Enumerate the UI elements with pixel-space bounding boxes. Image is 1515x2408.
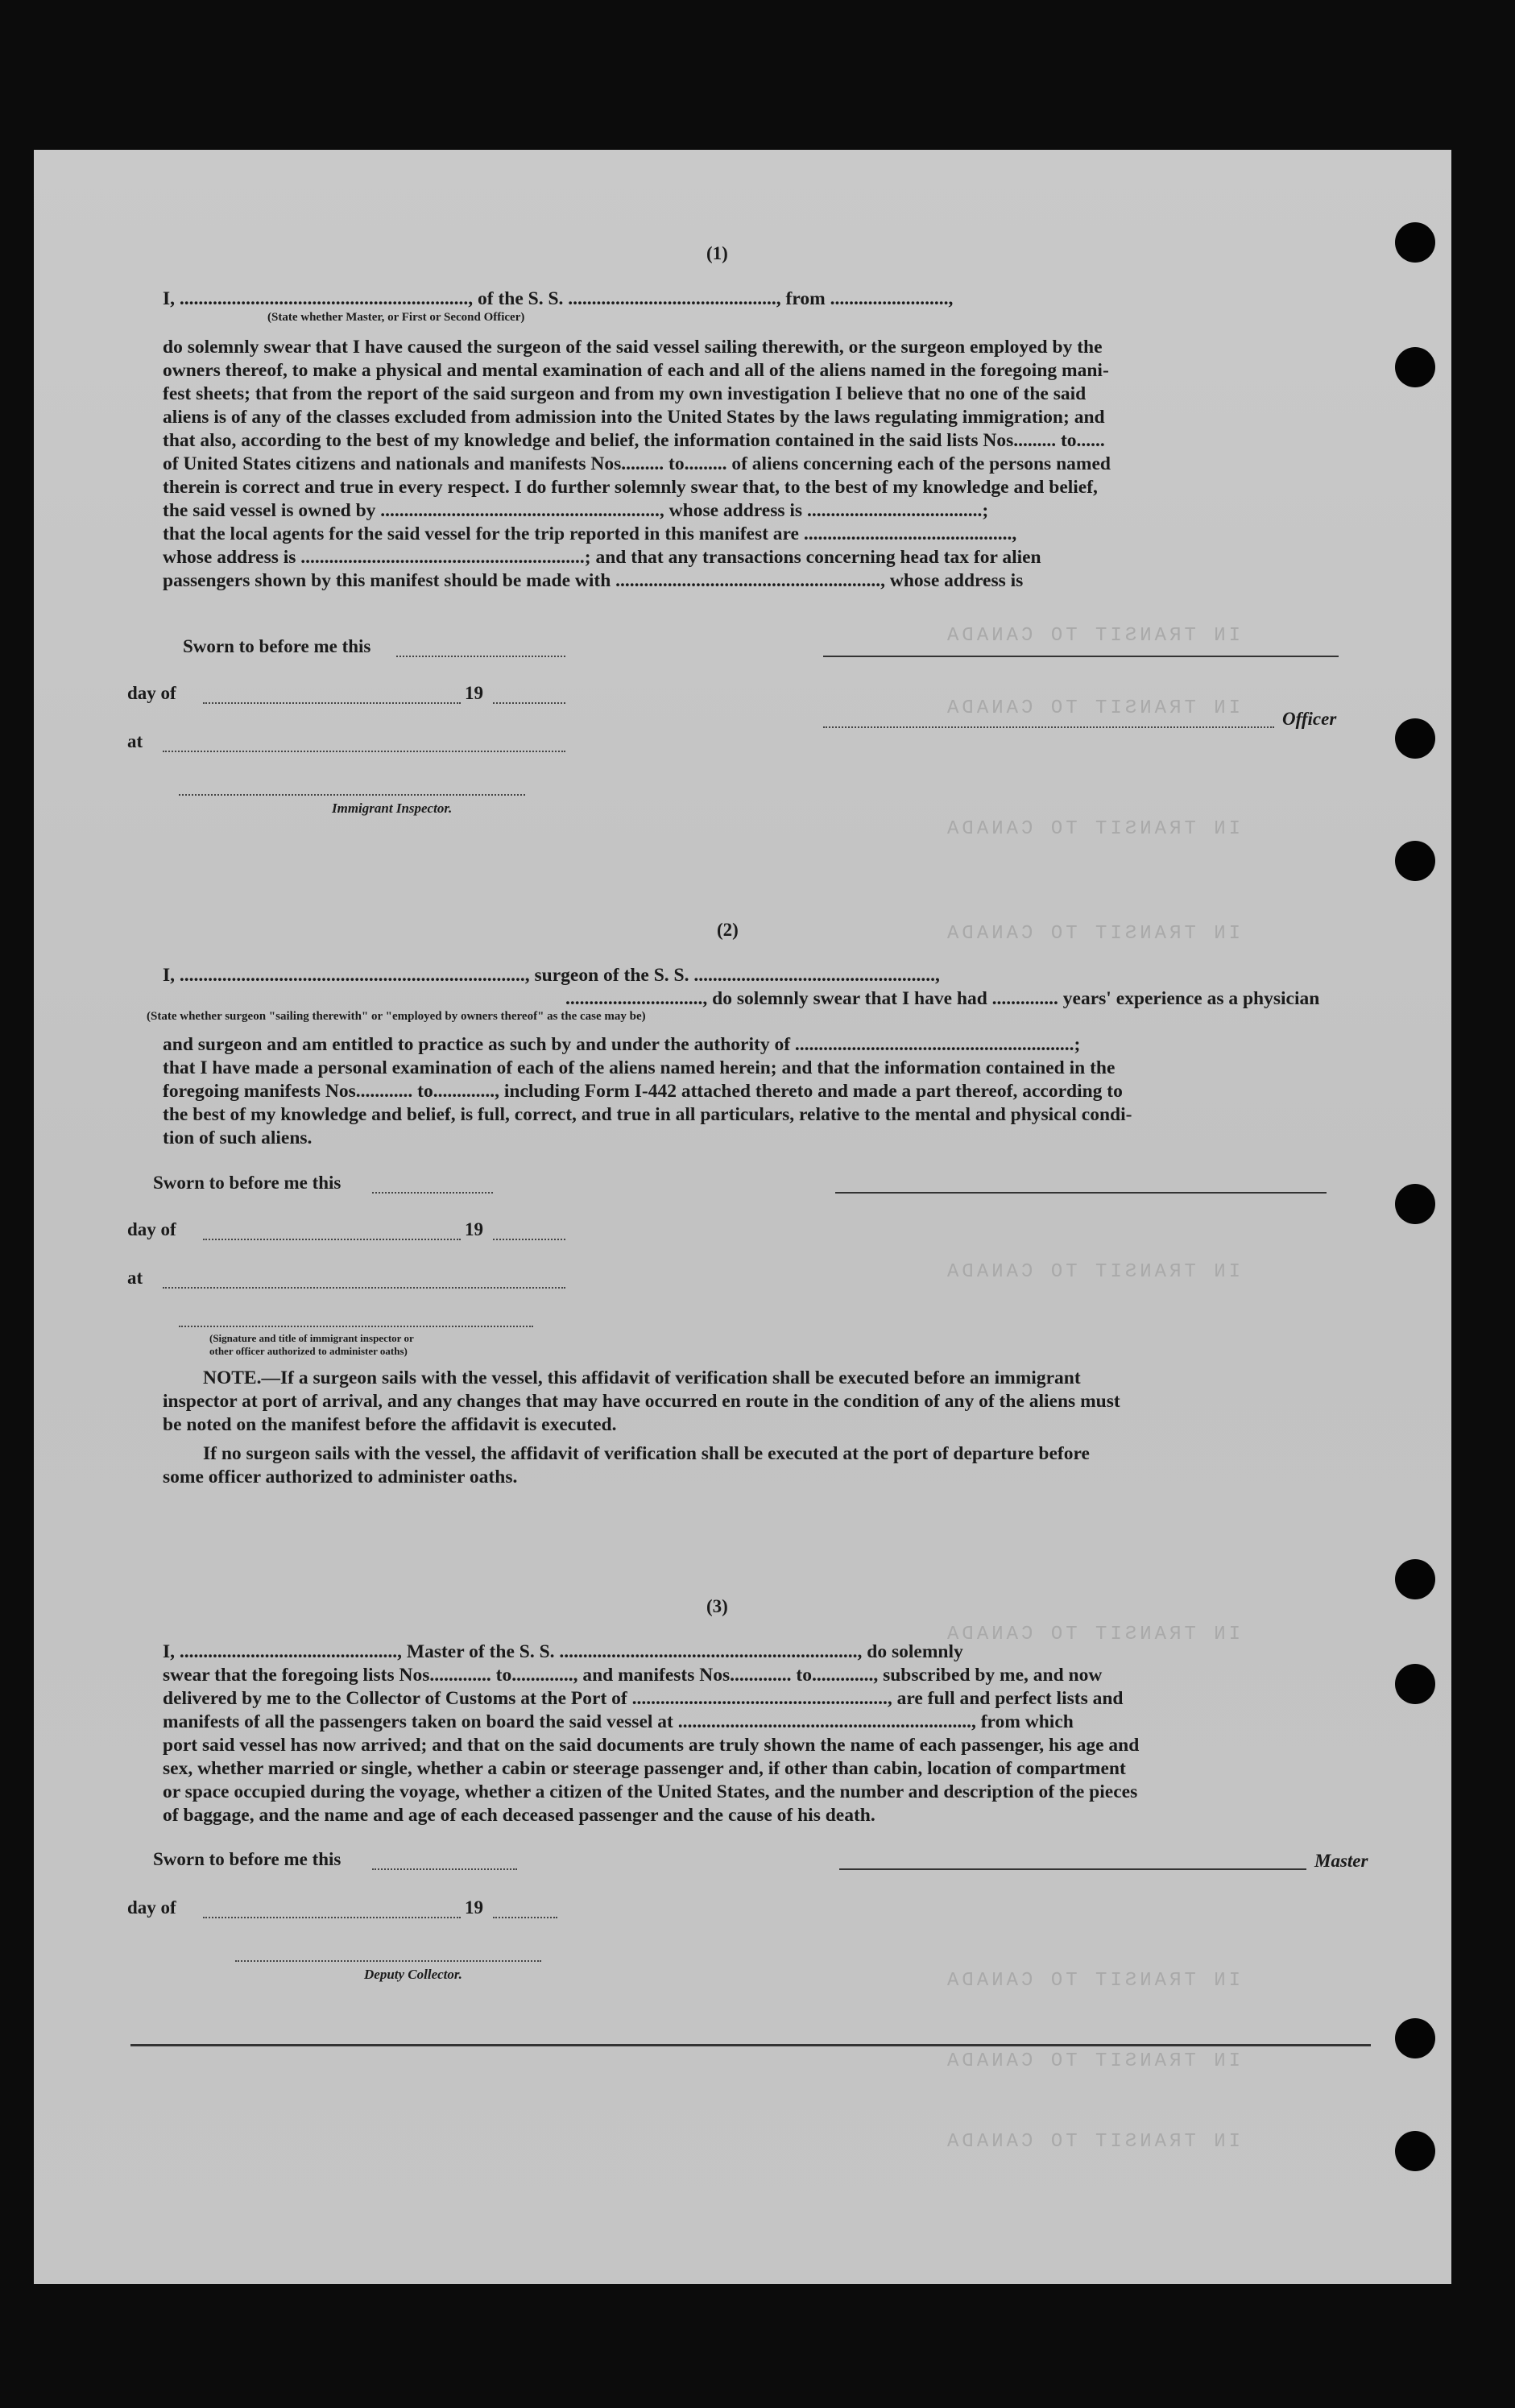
- section-1-line: owners thereof, to make a physical and mental examination of each and all of the aliens named in the foregoing mani-: [163, 360, 1109, 381]
- year-label-1: 19: [465, 683, 483, 703]
- at-rule-1: [163, 751, 565, 752]
- note-line: inspector at port of arrival, and any changes that may have occurred en route in the condition of any of the aliens must: [163, 1391, 1120, 1412]
- section-2-line: I, ........................................................................., surgeon of the S. S. ...................................................,: [163, 965, 940, 986]
- section-1-line: of United States citizens and nationals and manifests Nos......... to......... of aliens concerning each of the persons named: [163, 453, 1111, 474]
- inspector-signature-rule: [179, 794, 525, 796]
- sworn-date-rule-1: [396, 656, 565, 657]
- punch-hole: [1395, 1664, 1435, 1704]
- section-2-line: foregoing manifests Nos............ to............., including Form I-442 attached thereto and made a part thereof, according to: [163, 1081, 1123, 1102]
- punch-hole: [1395, 1559, 1435, 1599]
- surgeon-signature-rule: [835, 1192, 1327, 1194]
- master-signature-rule: [839, 1868, 1306, 1870]
- section-1-line: that also, according to the best of my knowledge and belief, the information contained in the said lists Nos......... to......: [163, 430, 1105, 451]
- signature-caption-line-1: (Signature and title of immigrant inspector or: [209, 1332, 414, 1344]
- section-2-number: (2): [717, 920, 739, 940]
- section-1-line: that the local agents for the said vessel for the trip reported in this manifest are ............................................,: [163, 523, 1017, 544]
- section-3-line: I, .............................................., Master of the S. S. ..............................................................., do solemnly: [163, 1641, 963, 1662]
- bleed-through-text: IN TRANSIT TO CANADA: [944, 1624, 1241, 1645]
- punch-hole: [1395, 222, 1435, 263]
- punch-hole: [1395, 2131, 1435, 2171]
- at-rule-2: [163, 1287, 565, 1289]
- section-3-line: port said vessel has now arrived; and that on the said documents are truly shown the name of each passenger, his age and: [163, 1735, 1140, 1756]
- section-3-line: sex, whether married or single, whether a cabin or steerage passenger and, if other than cabin, location of compartment: [163, 1758, 1126, 1779]
- section-3-line: of baggage, and the name and age of each deceased passenger and the cause of his death.: [163, 1805, 875, 1826]
- year-label-2: 19: [465, 1219, 483, 1239]
- punch-hole: [1395, 841, 1435, 881]
- section-1-line: fest sheets; that from the report of the said surgeon and from my own investigation I believe that no one of the said: [163, 383, 1087, 404]
- note-line: If no surgeon sails with the vessel, the affidavit of verification shall be executed at the port of departure before: [203, 1443, 1090, 1464]
- section-1-caption: (State whether Master, or First or Second Officer): [267, 311, 525, 324]
- punch-hole: [1395, 718, 1435, 759]
- section-2-caption: (State whether surgeon "sailing therewith" or "employed by owners thereof" as the case may be): [147, 1010, 646, 1023]
- section-2-swear-line: ............................., do solemnly swear that I have had .............. years' experience as a physician: [565, 988, 1320, 1009]
- section-3-line: delivered by me to the Collector of Customs at the Port of ......................................................, are full and perfect lists and: [163, 1688, 1124, 1709]
- section-3-number: (3): [706, 1596, 728, 1616]
- section-2-line: that I have made a personal examination of each of the aliens named herein; and that the information contained in the: [163, 1057, 1116, 1078]
- section-1-line: the said vessel is owned by ..........................................................., whose address is .....................................;: [163, 500, 989, 521]
- year-rule-3: [493, 1917, 557, 1918]
- master-label: Master: [1314, 1851, 1368, 1871]
- at-label-2: at: [127, 1268, 143, 1288]
- day-of-rule-3: [203, 1917, 461, 1918]
- punch-hole: [1395, 2018, 1435, 2058]
- section-1-line: do solemnly swear that I have caused the surgeon of the said vessel sailing therewith, or the surgeon employed by the: [163, 337, 1103, 358]
- year-rule-1: [493, 702, 565, 704]
- section-2-line: and surgeon and am entitled to practice as such by and under the authority of ...........................................................;: [163, 1034, 1081, 1055]
- deputy-signature-rule: [235, 1960, 541, 1962]
- note-line: be noted on the manifest before the affidavit is executed.: [163, 1414, 617, 1435]
- bleed-through-text: IN TRANSIT TO CANADA: [944, 2050, 1241, 2072]
- section-1-line: therein is correct and true in every respect. I do further solemnly swear that, to the best of my knowledge and belief,: [163, 477, 1098, 498]
- sworn-label-1: Sworn to before me this: [183, 636, 371, 656]
- document-sheet: [34, 150, 1451, 2284]
- note-line: NOTE.—If a surgeon sails with the vessel, this affidavit of verification shall be executed before an immigrant: [203, 1367, 1081, 1388]
- sworn-date-rule-3: [372, 1868, 517, 1870]
- bleed-through-text: IN TRANSIT TO CANADA: [944, 923, 1241, 945]
- officer-signature-rule-top: [823, 656, 1339, 657]
- deputy-collector-label: Deputy Collector.: [364, 1967, 462, 1982]
- officer-signature-rule: [823, 726, 1274, 728]
- section-3-line: or space occupied during the voyage, whether a citizen of the United States, and the number and description of the pieces: [163, 1781, 1138, 1802]
- day-of-rule-2: [203, 1239, 461, 1240]
- bleed-through-text: IN TRANSIT TO CANADA: [944, 2131, 1241, 2153]
- day-of-label-2: day of: [127, 1219, 176, 1239]
- section-2-line: the best of my knowledge and belief, is full, correct, and true in all particulars, relative to the mental and physical condi-: [163, 1104, 1132, 1125]
- inspector-signature-rule-2: [179, 1326, 533, 1327]
- bleed-through-text: IN TRANSIT TO CANADA: [944, 697, 1241, 719]
- bleed-through-text: IN TRANSIT TO CANADA: [944, 1261, 1241, 1283]
- section-3-line: manifests of all the passengers taken on board the said vessel at .............................................................., from which: [163, 1711, 1074, 1732]
- sworn-label-2: Sworn to before me this: [153, 1173, 341, 1193]
- year-rule-2: [493, 1239, 565, 1240]
- sworn-label-3: Sworn to before me this: [153, 1849, 341, 1869]
- section-2-line: tion of such aliens.: [163, 1127, 313, 1148]
- signature-caption-line-2: other officer authorized to administer oaths): [209, 1345, 408, 1357]
- year-label-3: 19: [465, 1897, 483, 1918]
- officer-label: Officer: [1282, 709, 1337, 729]
- bleed-through-text: IN TRANSIT TO CANADA: [944, 1970, 1241, 1992]
- bleed-through-text: IN TRANSIT TO CANADA: [944, 625, 1241, 647]
- at-label-1: at: [127, 731, 143, 751]
- day-of-label-3: day of: [127, 1897, 176, 1918]
- section-1-number: (1): [706, 243, 728, 263]
- section-3-line: swear that the foregoing lists Nos............. to............., and manifests Nos............. to............., subscribed by me, and now: [163, 1665, 1103, 1686]
- section-1-line: passengers shown by this manifest should be made with ........................................................, whose address is: [163, 570, 1024, 591]
- section-1-line: aliens is of any of the classes excluded from admission into the United States by the laws regulating immigration; and: [163, 407, 1105, 428]
- bleed-through-text: IN TRANSIT TO CANADA: [944, 818, 1241, 840]
- bottom-rule: [130, 2044, 1371, 2046]
- section-1-line: whose address is ............................................................; and that any transactions concerning head tax for alien: [163, 547, 1041, 568]
- note-line: some officer authorized to administer oaths.: [163, 1467, 518, 1487]
- section-1-line: I, ............................................................., of the S. S. ............................................, from .........................,: [163, 288, 954, 309]
- day-of-rule-1: [203, 702, 461, 704]
- inspector-label: Immigrant Inspector.: [332, 801, 453, 816]
- sworn-date-rule-2: [372, 1192, 493, 1194]
- day-of-label-1: day of: [127, 683, 176, 703]
- punch-hole: [1395, 347, 1435, 387]
- punch-hole: [1395, 1184, 1435, 1224]
